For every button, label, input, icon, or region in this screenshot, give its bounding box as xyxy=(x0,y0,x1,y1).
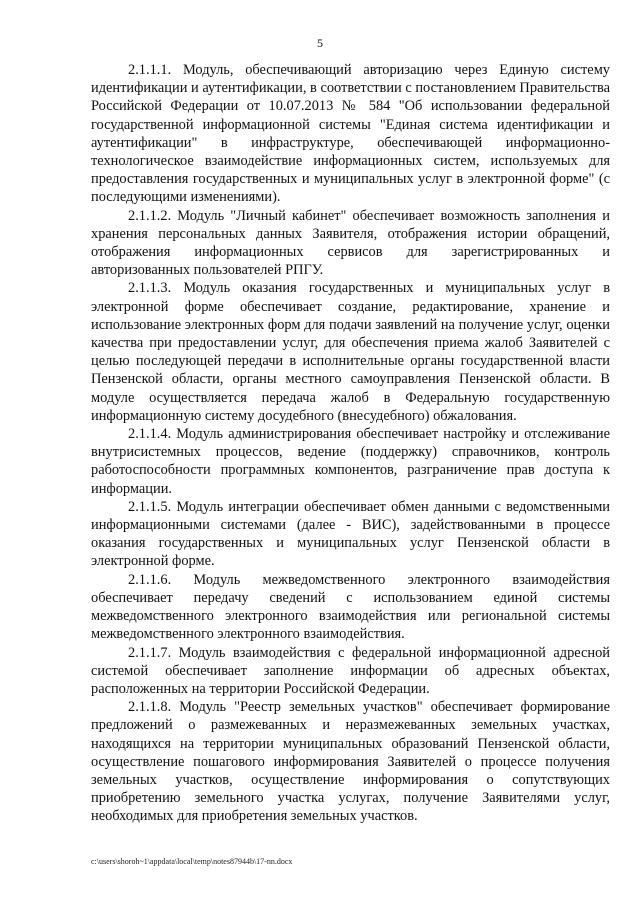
document-body xyxy=(91,61,610,826)
paragraph-2-1-1-8: 2.1.1.8. Модуль "Реестр земельных участков" обеспечивает формирование предложений о размежеванных и неразмежеванных земельных участках, находящихся на территории муниципальных образований Пензенской области, осуществление пошагового информирования Заявителей о процессе получения земельных участков, осуществление информирования о сопутствующих приобретению земельного участка услугах, получение Заявителями услуг, необходимых для приобретения земельных участков. xyxy=(91,699,610,825)
paragraph-2-1-1-4: 2.1.1.4. Модуль администрирования обеспечивает настройку и отслеживание внутрисистемных процессов, ведение (поддержку) справочников, контроль работоспособности программных компонентов, разграничение прав доступа к информации. xyxy=(91,426,610,497)
paragraph-2-1-1-1: 2.1.1.1. Модуль, обеспечивающий авторизацию через Единую систему идентификации и аутентификации, в соответствии с постановлением Правительства Российской Федерации от 10.07.2013 № 584 "Об использовании федеральной государственной информационной системы "Единая система идентификации и аутентификации" в инфраструктуре, обеспечивающей информационно-технологическое взаимодействие информационных систем, используемых для предоставления государственных и муниципальных услуг в электронной форме" (с последующими изменениями). xyxy=(91,62,610,206)
paragraph-2-1-1-7: 2.1.1.7. Модуль взаимодействия с федеральной информационной адресной системой обеспечивает заполнение информации об адресных объектах, расположенных на территории Российской Федерации. xyxy=(91,644,610,697)
paragraph-2-1-1-5: 2.1.1.5. Модуль интеграции обеспечивает обмен данными с ведомственными информационными системами (далее - ВИС), задействованными в процессе оказания государственных и муниципальных услуг Пензенской области в электронной форме. xyxy=(91,498,610,570)
paragraph-2-1-1-3: 2.1.1.3. Модуль оказания государственных и муниципальных услуг в электронной форме обеспечивает создание, редактирование, хранение и использование электронных форм для подачи заявлений на получение услуг, оценки качества при предоставлении услуг, для обеспечения приема жалоб Заявителей с целью последующей передачи в исполнительные органы государственной власти Пензенской области, органы местного самоуправления Пензенской области. В модуле осуществляется передача жалоб в Федеральную государственную информационную систему досудебного (внесудебного) обжалования. xyxy=(91,280,610,424)
paragraph-2-1-1-2: 2.1.1.2. Модуль "Личный кабинет" обеспечивает возможность заполнения и хранения персональных данных Заявителя, отображения истории обращений, отображения информационных сервисов для зарегистрированных и авторизованных пользователей РПГУ. xyxy=(91,207,610,279)
footer-file-path: c:\users\shoroh~1\appdata\local\temp\notes87944b\17-nn.docx xyxy=(91,857,293,866)
paragraph-2-1-1-6: 2.1.1.6. Модуль межведомственного электронного взаимодействия обеспечивает передачу сведений с использованием единой системы межведомственного электронного взаимодействия или региональной системы межведомственного электронного взаимодействия. xyxy=(91,571,610,643)
page-number: 5 xyxy=(317,36,323,50)
